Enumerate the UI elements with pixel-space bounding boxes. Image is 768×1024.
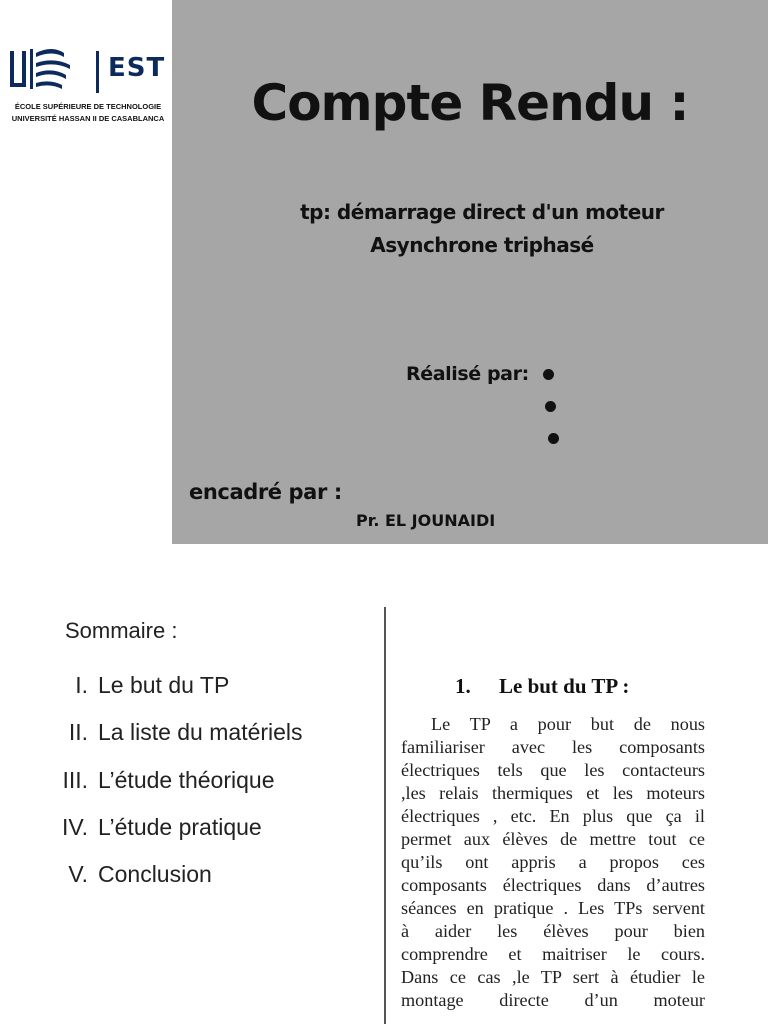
- body-line: à aider les élèves pour bien: [401, 921, 705, 941]
- toc-item-number: IV.: [61, 814, 88, 840]
- body-line: ,les relais thermiques et les moteurs: [401, 783, 705, 803]
- section-title: Le but du TP :: [499, 674, 630, 698]
- toc-item: [0, 672, 380, 702]
- sommaire-title: Sommaire :: [65, 618, 178, 643]
- body-line: Le TP a pour but de nous: [431, 714, 705, 734]
- toc-item: [0, 767, 380, 797]
- logo-acronym: EST: [108, 53, 166, 83]
- section-body: [401, 713, 705, 1012]
- toc-item-label: L’étude pratique: [98, 814, 262, 840]
- body-line: électriques , etc. En plus que ça il: [401, 806, 705, 826]
- body-line: permet aux élèves de mettre tout ce: [401, 829, 705, 849]
- body-line: comprendre et maitriser le cours.: [401, 944, 705, 964]
- subtitle-line-1: tp: démarrage direct d'un moteur: [300, 200, 664, 224]
- body-line: séances en pratique . Les TPs servent: [401, 898, 705, 918]
- body-line: composants électriques dans d’autres: [401, 875, 705, 895]
- supervisor-label: encadré par :: [189, 480, 342, 504]
- est-emblem-icon: [8, 45, 74, 95]
- body-line: montage directe d’un moteur: [401, 990, 705, 1010]
- section-heading: [455, 674, 629, 699]
- author-bullet-icon: [545, 401, 556, 412]
- toc-item-label: La liste du matériels: [98, 719, 303, 745]
- toc-item-label: Conclusion: [98, 861, 212, 887]
- toc-item-number: V.: [68, 861, 88, 887]
- subtitle-line-2: Asynchrone triphasé: [370, 233, 594, 257]
- logo-university-name: UNIVERSITÉ HASSAN II DE CASABLANCA: [11, 114, 165, 123]
- body-line: électriques tels que les contacteurs: [401, 760, 705, 780]
- body-line: Dans ce cas ,le TP sert à étudier le: [401, 967, 705, 987]
- section-number: 1.: [455, 674, 471, 698]
- body-line: qu’ils ont appris a propos ces: [401, 852, 705, 872]
- author-bullet-icon: [548, 433, 559, 444]
- toc-item-number: III.: [62, 767, 88, 793]
- toc-item: [0, 814, 380, 844]
- logo-school-name: ÉCOLE SUPÉRIEURE DE TECHNOLOGIE: [14, 102, 162, 111]
- column-divider: [384, 607, 386, 1024]
- logo-separator: [96, 51, 99, 93]
- toc-item-number: I.: [75, 672, 88, 698]
- report-subtitle: [172, 196, 768, 262]
- supervisor-name: Pr. EL JOUNAIDI: [356, 511, 496, 530]
- toc-item: [0, 719, 380, 749]
- page-title: Compte Rendu :: [251, 74, 689, 132]
- toc-item-label: Le but du TP: [98, 672, 230, 698]
- toc-item-number: II.: [68, 719, 88, 745]
- toc-item-label: L’étude théorique: [98, 767, 275, 793]
- author-bullet-icon: [543, 369, 554, 380]
- school-logo: [8, 45, 168, 135]
- body-line: familiariser avec les composants: [401, 737, 705, 757]
- authors-label: Réalisé par:: [406, 363, 529, 385]
- toc-item: [0, 861, 380, 891]
